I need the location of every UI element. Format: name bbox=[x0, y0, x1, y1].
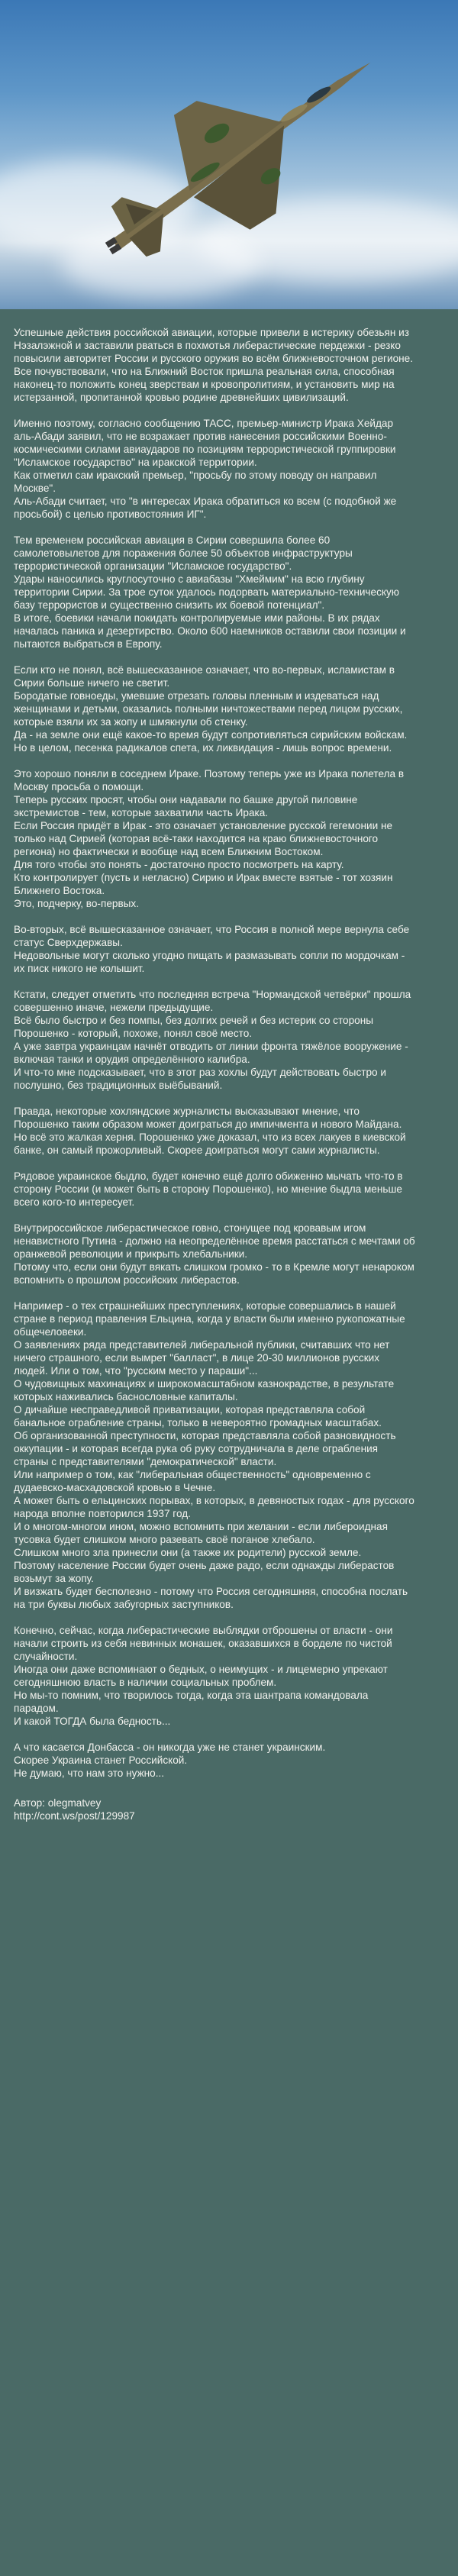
article-line: Но мы-то помним, что творилось тогда, когда эта шантрапа командовала парадом. bbox=[14, 1690, 369, 1714]
article-line: И что-то мне подсказывает, что в этот раз хохлы будут действовать быстро и послушно, без традиционных выёбываний. bbox=[14, 1067, 386, 1091]
article-line: Недовольные могут сколько угодно пищать и размазывать сопли по мордочкам - их писк никого не колышит. bbox=[14, 950, 405, 974]
article-line: Это хорошо поняли в соседнем Ираке. Поэтому теперь уже из Ирака полетела в Москву просьба о помощи. bbox=[14, 768, 405, 792]
article-line: Если кто не понял, всё вышесказанное означает, что во-первых, исламистам в Сирии больше ничего не светит. bbox=[14, 664, 395, 689]
article-line: О заявлениях ряда представителей либеральной публики, считавших что нет ничего страшного, если вымрет "балласт", в лице 20-30 миллионов русских людей. Или о том, что "русским место у параши"... bbox=[14, 1339, 390, 1377]
article-line: Во-вторых, всё вышесказанное означает, что Россия в полной мере вернула себе статус Сверхдержавы. bbox=[14, 924, 410, 948]
article-line: Кстати, следует отметить что последняя встреча "Нормандской четвёрки" прошла совершенно иначе, нежели предыдущие. bbox=[14, 989, 411, 1013]
article-line: Успешные действия российской авиации, которые привели в истерику обезьян из Нэзалэжной и заставили рваться в похмотья либерастические пердежки - резко повысили авторитет России и русского оружия во всём ближневосточном регионе. bbox=[14, 327, 413, 364]
article-paragraph bbox=[14, 923, 415, 975]
article-line: Об организованной преступности, которая представляла собой разновидность оккупации - и которая всегда рука об руку сотрудничала в деле ограбления страны с представителями "демократической" власти. bbox=[14, 1430, 396, 1467]
article-paragraph bbox=[14, 1741, 415, 1780]
article-line: Это, подчерку, во-первых. bbox=[14, 898, 140, 909]
hero-image bbox=[0, 0, 458, 309]
article-line: Как отметил сам иракский премьер, "просьбу по этому поводу он направил Москве". bbox=[14, 470, 377, 494]
article-footer bbox=[14, 1796, 415, 1822]
article-line: Скорее Украина станет Российской. bbox=[14, 1754, 188, 1766]
article-line: Правда, некоторые хохляндские журналисты высказывают мнение, что Порошенко таким образом может доиграться до импичмента и нового Майдана. Но всё это жалкая херня. Порошенко уже доказал, что из всех лакуев в киевской банке, он самый прожорливый. Скорее доиграться могут сами журналисты. bbox=[14, 1106, 406, 1156]
article-line: Или например о том, как "либеральная общественность" одновременно с дудаевско-масхадовской кровью в Чечне. bbox=[14, 1469, 371, 1493]
article-line: Именно поэтому, согласно сообщению ТАСС, премьер-министр Ирака Хейдар аль-Абади заявил, что не возражает против нанесения российскими Военно-космическими силами авиаударов по позициям террористической группировки "Исламское государство" на иракской территории. bbox=[14, 418, 396, 468]
article-line: Поэтому население России будет очень даже радо, если однажды либерастов возьмут за жопу. bbox=[14, 1560, 395, 1584]
fighter-jet-icon bbox=[0, 0, 458, 309]
article-paragraph bbox=[14, 417, 415, 521]
article-line: Да - на земле они ещё какое-то время будут сопротивляться сирийским войскам. Но в целом, песенка радикалов спета, их ликвидация - лишь вопрос времени. bbox=[14, 729, 408, 754]
article-paragraph bbox=[14, 326, 415, 404]
article-paragraph bbox=[14, 534, 415, 650]
article-line: А уже завтра украинцам начнёт отводить от линии фронта тяжёлое вооружение - включая танки и орудия определённого калибра. bbox=[14, 1041, 408, 1065]
author-line: Автор: olegmatvey bbox=[14, 1797, 102, 1809]
article-line: О дичайше несправедливой приватизации, которая представляла собой банальное ограбление страны, только в невероятно громадных масштабах. bbox=[14, 1404, 382, 1428]
article-line: Например - о тех страшнейших преступлениях, которые совершались в нашей стране в период правления Ельцина, когда у власти были именно рукопожатные общечеловеки. bbox=[14, 1300, 405, 1338]
article-line: А что касается Донбасса - он никогда уже не станет украинским. bbox=[14, 1742, 326, 1753]
article-body bbox=[0, 309, 458, 2576]
article-line: Внутрироссийское либерастическое говно, стонущее под кровавым игом ненавистного Путина - должно на неопределённое время расстаться с мечтами об оранжевой революции и прикрыть хлебальники. bbox=[14, 1222, 415, 1260]
article-line: Для того чтобы это понять - достаточно просто посмотреть на карту. bbox=[14, 859, 344, 870]
article-line: Рядовое украинское быдло, будет конечно ещё долго обиженно мычать что-то в сторону России (и может быть в сторону Порошенко), но мнение быдла меньше всего кого-то интересует. bbox=[14, 1170, 403, 1208]
article-line: И какой ТОГДА была бедность... bbox=[14, 1716, 171, 1727]
article-line: Не думаю, что нам это нужно... bbox=[14, 1767, 165, 1779]
article-line: Если Россия придёт в Ирак - это означает установление русской гегемонии не только над Сирией (которая всё-таки находится на краю ближневосточного региона) но фактически и вообще над всем Ближним Востоком. bbox=[14, 820, 393, 857]
article-paragraph bbox=[14, 767, 415, 910]
article-paragraph bbox=[14, 1222, 415, 1286]
article-line: Тем временем российская авиация в Сирии совершила более 60 самолетовылетов для поражения более 50 объектов инфраструктуры террористической организации "Исламское государство". bbox=[14, 534, 353, 572]
article-line: О чудовищных махинациях и широкомасштабном казнокрадстве, в результате которых наживались баснословные капиталы. bbox=[14, 1378, 395, 1403]
article-line: И о многом-многом ином, можно вспомнить при желании - если либероидная тусовка будет слишком много разевать своё поганое хлебало. bbox=[14, 1521, 388, 1545]
article-line: Кто контролирует (пусть и негласно) Сирию и Ирак вместе взятые - тот хозяин Ближнего Востока. bbox=[14, 872, 393, 896]
article-line: Теперь русских просят, чтобы они надавали по башке другой пиловине экстремистов - тем, которые захватили часть Ирака. bbox=[14, 794, 358, 818]
article-paragraph bbox=[14, 1299, 415, 1611]
article-line: Всё было быстро и без помпы, без долгих речей и без истерик со стороны Порошенко - который, похоже, понял своё место. bbox=[14, 1015, 374, 1039]
article-paragraph bbox=[14, 988, 415, 1092]
article-paragraph bbox=[14, 1624, 415, 1728]
article-line: Слишком много зла принесли они (а также их родители) русской земле. bbox=[14, 1547, 362, 1558]
article-paragraph bbox=[14, 1170, 415, 1209]
article-line: Удары наносились круглосуточно с авиабазы "Хмеймим" на всю глубину территории Сирии. За трое суток удалось подорвать материально-техническую базу террористов и существенно снизить их боевой потенциал". bbox=[14, 573, 399, 611]
article-line: Иногда они даже вспоминают о бедных, о неимущих - и лицемерно упрекают сегодняшнюю власть в наличии социальных проблем. bbox=[14, 1664, 388, 1688]
article-line: Бородатые говноеды, умевшие отрезать головы пленным и издеваться над женщинами и детьми, оказались полными ничтожествами перед лицом русских, которые взяли их за жопу и шмякнули об стенку. bbox=[14, 690, 403, 728]
article-line: И визжать будет бесполезно - потому что Россия сегодняшняя, способна послать на три буквы любых забугорных заступников. bbox=[14, 1586, 408, 1610]
article-line: Конечно, сейчас, когда либерастические выблядки отброшены от власти - они начали строить из себя невинных монашек, оказавшихся в борделе по чистой случайности. bbox=[14, 1625, 393, 1662]
article-line: Все почувствовали, что на Ближний Восток пришла реальная сила, способная наконец-то положить конец зверствам и кровопролитиям, и установить мир на истерзанной, пропитанной кровью родине древнейших цивилизаций. bbox=[14, 366, 395, 403]
article-paragraph bbox=[14, 663, 415, 754]
article-line: Потому что, если они будут вякать слишком громко - то в Кремле могут ненароком вспомнить о прошлом российских либерастов. bbox=[14, 1261, 414, 1286]
article-line: В итоге, боевики начали покидать контролируемые ими районы. В их рядах началась паника и дезертирство. Около 600 наемников оставили свои позиции и пытаются выбраться в Европу. bbox=[14, 612, 406, 650]
article-line: А может быть о ельцинских порывах, в которых, в девяностых годах - для русского народа вполне повторился 1937 год. bbox=[14, 1495, 414, 1519]
source-link[interactable]: http://cont.ws/post/129987 bbox=[14, 1810, 135, 1822]
article-paragraph bbox=[14, 1105, 415, 1157]
article-line: Аль-Абади считает, что "в интересах Ирака обратиться ко всем (с подобной же просьбой) с целью противостояния ИГ". bbox=[14, 496, 397, 520]
